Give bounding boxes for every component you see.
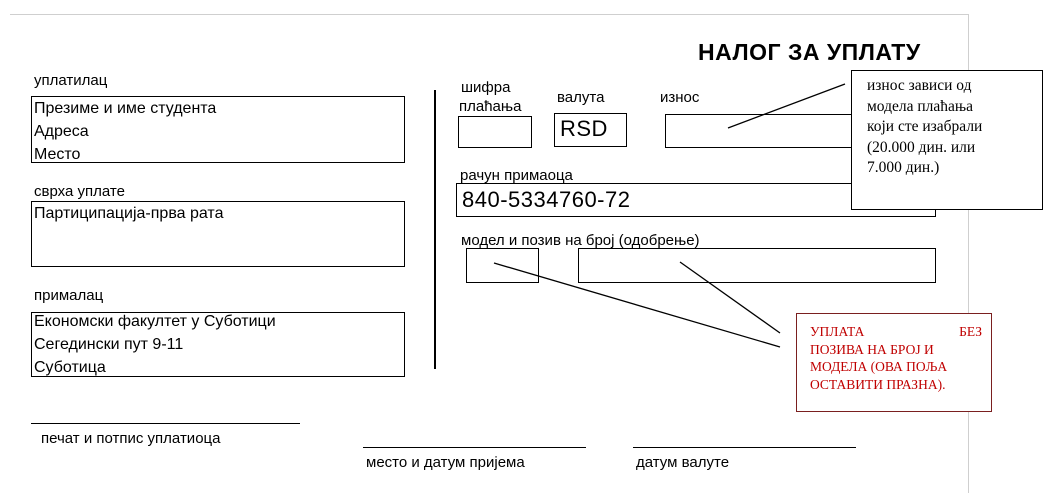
model-reference-label: модел и позив на број (одобрење) <box>461 232 700 249</box>
payer-place-line: Место <box>34 146 81 163</box>
payer-label: уплатилац <box>34 72 108 89</box>
amount-note-pointer <box>728 84 845 128</box>
payer-name-line: Презиме и име студента <box>34 100 217 117</box>
recipient-name-line: Економски факултет у Суботици <box>34 313 276 330</box>
place-date-label: место и датум пријема <box>366 454 525 471</box>
model-note-line: ПОЗИВА НА БРОЈ И <box>810 341 934 357</box>
payer-address-line: Адреса <box>34 123 89 140</box>
payment-code-label-line2: плаћања <box>459 98 522 115</box>
form-title: НАЛОГ ЗА УПЛАТУ <box>698 39 921 65</box>
value-date-label: датум валуте <box>636 454 730 471</box>
recipient-label: прималац <box>34 287 104 304</box>
purpose-label: сврха уплате <box>34 183 125 200</box>
currency-label: валута <box>557 89 605 106</box>
amount-note-line: који сте изабрали <box>867 118 983 135</box>
model-note-line: МОДЕЛА (ОВА ПОЉА <box>810 359 948 374</box>
amount-note-line: износ зависи од <box>867 77 972 94</box>
purpose-value: Партиципација-прва рата <box>34 205 224 222</box>
recipient-city-line: Суботица <box>34 359 106 376</box>
model-note-line: ОСТАВИТИ ПРАЗНА). <box>810 376 946 392</box>
amount-note <box>851 70 1043 210</box>
recipient-street-line: Сегедински пут 9-11 <box>34 336 184 353</box>
model-note-line: УПЛАТА БЕЗ <box>810 324 982 339</box>
amount-note-line: (20.000 дин. или <box>867 138 976 156</box>
payment-code-label-line1: шифра <box>461 79 511 96</box>
recipient-account-label: рачун примаоца <box>460 167 573 184</box>
amount-label: износ <box>660 89 700 106</box>
model-note-pointer <box>494 263 780 347</box>
recipient-account-value: 840-5334760-72 <box>462 187 631 212</box>
amount-note-line: модела плаћања <box>867 97 973 115</box>
currency-value: RSD <box>560 116 608 141</box>
amount-note-line: 7.000 дин.) <box>867 159 940 176</box>
model-note <box>796 313 992 412</box>
signature-label: печат и потпис уплатиоца <box>41 430 221 447</box>
